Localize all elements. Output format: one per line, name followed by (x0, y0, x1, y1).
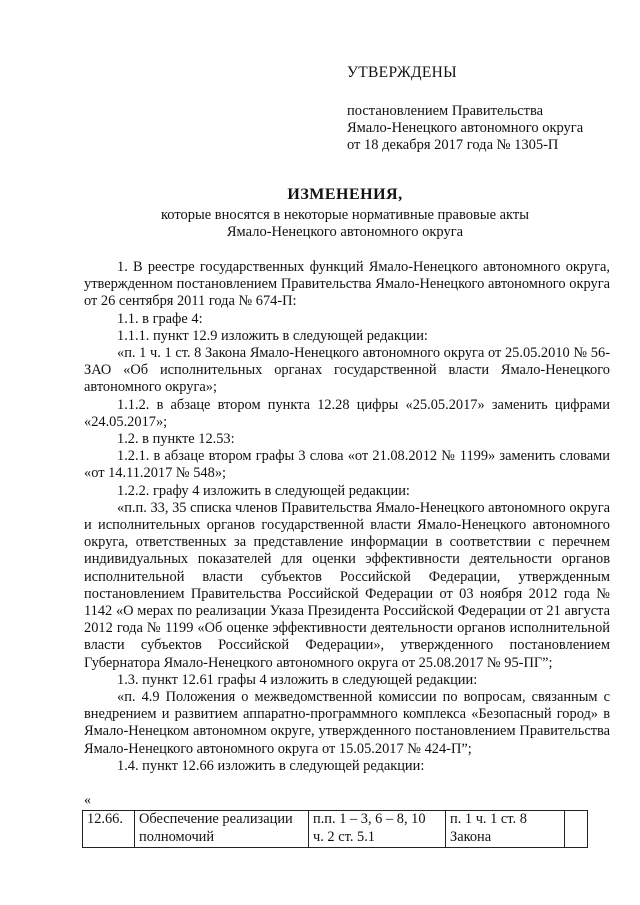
approval-line: Ямало-Ненецкого автономного округа (347, 120, 584, 136)
cell-text: ч. 2 ст. 5.1 (313, 828, 376, 845)
cell-number (83, 811, 135, 848)
cell-extra (565, 811, 588, 848)
approval-line: от 18 декабря 2017 года № 1305-П (347, 137, 559, 153)
cell-text: п. 1 ч. 1 ст. 8 (450, 811, 527, 827)
paragraph-1-2: 1.2. в пункте 12.53: (117, 431, 235, 448)
approval-line: постановлением Правительства (347, 103, 544, 119)
document-subtitle-line: Ямало-Ненецкого автономного округа (226, 224, 464, 240)
paragraph-1-3: 1.3. пункт 12.61 графы 4 изложить в следующей редакции: (117, 671, 478, 688)
paragraph-1-4: 1.4. пункт 12.66 изложить в следующей редакции: (117, 757, 425, 774)
paragraph-1-2-2: 1.2.2. графу 4 изложить в следующей редакции: (117, 482, 410, 499)
paragraph-quote-12-53: «п.п. 33, 35 списка членов Правительства Ямало-Ненецкого автономного округа и исполнительных органов государственной власти Ямало-Ненецкого автономного округа, ответственных за представление информации в соответствии с перечнем индивидуальных показателей для оценки эффективности деятельности органов исполнительной власти субъектов Российской Федерации, утвержденным постановлением Правительства Российской Федерации от 03 ноября 2012 года № 1142 «О мерах по реализации Указа Президента Российской Федерации от 21 августа 2012 года № 1199 «Об оценке эффективности деятельности органов исполнительной власти субъектов Российской Федерации», утвержденного постановлением Губернатора Ямало-Ненецкого автономного округа от 25.08.2017 № 95-ПГ”; (84, 499, 610, 671)
paragraph-1-1-2: 1.1.2. в абзаце втором пункта 12.28 цифры «25.05.2017» заменить цифрами «24.05.2017»; (84, 396, 610, 430)
document-title: ИЗМЕНЕНИЯ, (287, 186, 403, 203)
cell-text: Обеспечение реализации (139, 811, 293, 827)
table-row (83, 811, 588, 848)
paragraph-quote-12-9: «п. 1 ч. 1 ст. 8 Закона Ямало-Ненецкого автономного округа от 25.05.2010 № 56-ЗАО «Об исполнительных органах государственной власти Ямало-Ненецкого автономного округа»; (84, 345, 610, 396)
paragraph-1-1-1: 1.1.1. пункт 12.9 изложить в следующей редакции: (117, 327, 428, 344)
cell-text: п.п. 1 – 3, 6 – 8, 10 (313, 811, 426, 827)
quote-open-mark: « (84, 793, 91, 808)
document-body (84, 259, 610, 775)
approval-title: УТВЕРЖДЕНЫ (347, 64, 457, 81)
row-number: 12.66. (87, 811, 123, 827)
cell-function (135, 811, 309, 848)
cell-text: полномочий (139, 828, 215, 845)
paragraph-quote-12-61: «п. 4.9 Положения о межведомственной комиссии по вопросам, связанным с внедрением и развитием аппаратно-программного комплекса «Безопасный город» в Ямало-Ненецком автономном округе, утвержденного постановлением Правительства Ямало-Ненецкого автономного округа от 15.05.2017 № 424-П”; (84, 689, 610, 757)
cell-points (309, 811, 446, 848)
paragraph-1-1: 1.1. в графе 4: (117, 310, 203, 327)
registry-table (82, 810, 588, 848)
paragraph-1-2-1: 1.2.1. в абзаце втором графы 3 слова «от 21.08.2012 № 1199» заменить словами «от 14.11.2017 № 548»; (84, 448, 610, 482)
cell-law (446, 811, 565, 848)
cell-text: Закона (450, 828, 492, 845)
paragraph-1: 1. В реестре государственных функций Ямало-Ненецкого автономного округа, утвержденном постановлением Правительства Ямало-Ненецкого автономного округа от 26 сентября 2011 года № 674-П: (84, 259, 610, 310)
document-subtitle-line: которые вносятся в некоторые нормативные правовые акты (160, 207, 529, 223)
